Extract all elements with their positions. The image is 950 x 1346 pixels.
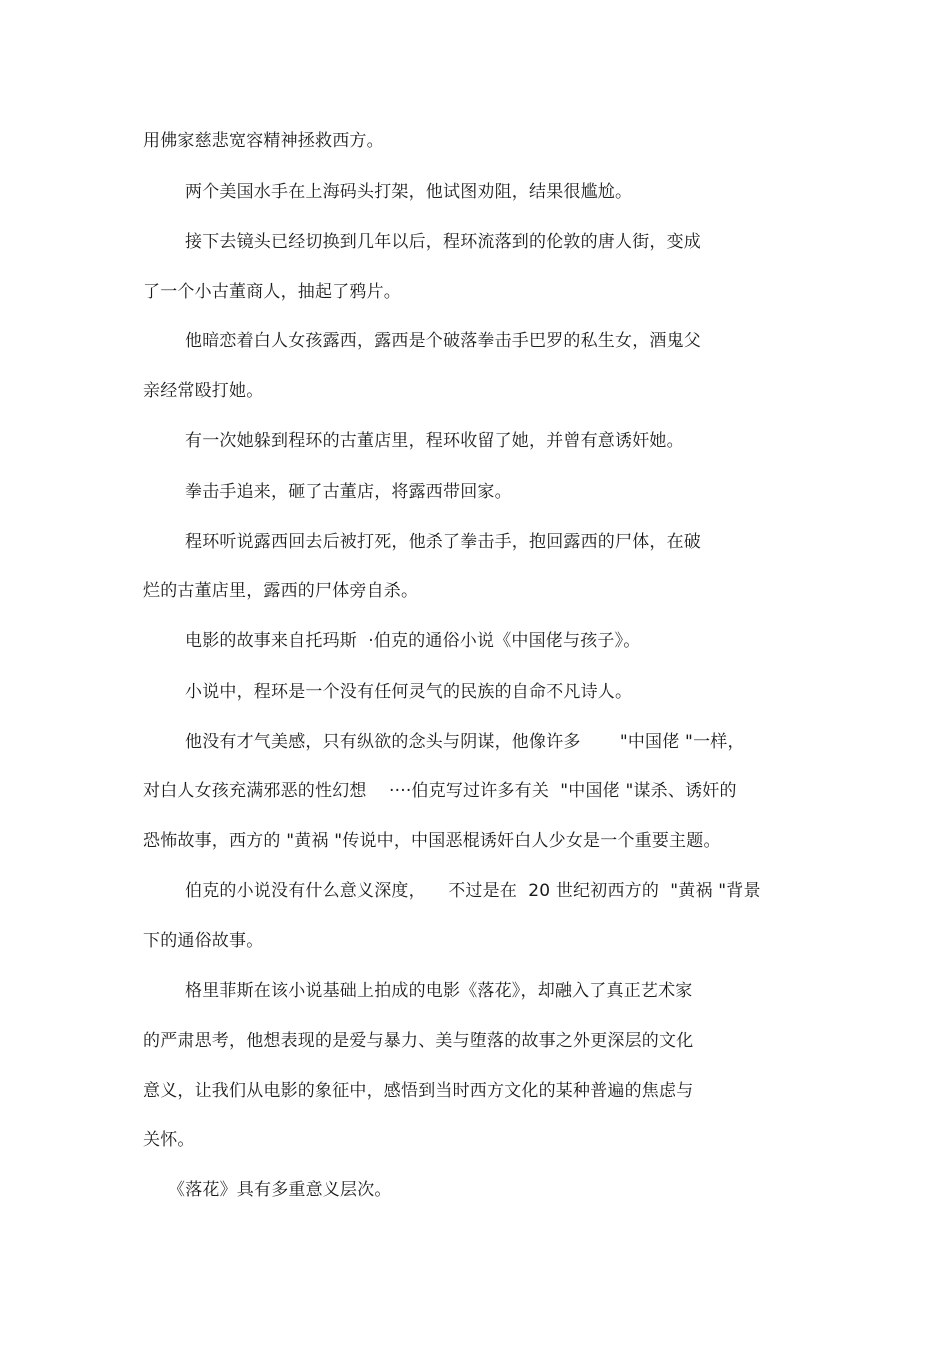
text-line: 电影的故事来自托玛斯 ·伯克的通俗小说《中国佬与孩子》。 xyxy=(185,631,641,651)
text-line: 《落花》具有多重意义层次。 xyxy=(168,1180,392,1200)
text-line: 烂的古董店里，露西的尸体旁自杀。 xyxy=(143,581,419,601)
text-line: 恐怖故事，西方的 "黄祸 "传说中，中国恶棍诱奸白人少女是一个重要主题。 xyxy=(143,831,721,851)
text-line: 了一个小古董商人，抽起了鸦片。 xyxy=(143,282,401,302)
text-line: 对白人女孩充满邪恶的性幻想 ····伯克写过许多有关 "中国佬 "谋杀、诱奸的 xyxy=(143,781,737,801)
text-line: 亲经常殴打她。 xyxy=(143,381,264,401)
text-line: 意义，让我们从电影的象征中，感悟到当时西方文化的某种普遍的焦虑与 xyxy=(143,1081,694,1101)
text-line: 的严肃思考，他想表现的是爱与暴力、美与堕落的故事之外更深层的文化 xyxy=(143,1031,694,1051)
text-line: 小说中，程环是一个没有任何灵气的民族的自命不凡诗人。 xyxy=(185,682,633,702)
text-line: 程环听说露西回去后被打死，他杀了拳击手，抱回露西的尸体，在破 xyxy=(185,532,701,552)
text-line: 拳击手追来，砸了古董店，将露西带回家。 xyxy=(185,482,512,502)
text-line: 有一次她躲到程环的古董店里，程环收留了她，并曾有意诱奸她。 xyxy=(185,431,684,451)
text-line: 用佛家慈悲宽容精神拯救西方。 xyxy=(143,131,384,151)
text-line: 他暗恋着白人女孩露西，露西是个破落拳击手巴罗的私生女，酒鬼父 xyxy=(185,331,701,351)
text-line: 格里菲斯在该小说基础上拍成的电影《落花》，却融入了真正艺术家 xyxy=(185,981,693,1001)
text-line: 接下去镜头已经切换到几年以后，程环流落到的伦敦的唐人街，变成 xyxy=(185,232,701,252)
text-line: 他没有才气美感，只有纵欲的念头与阴谋，他像许多 "中国佬 "一样， xyxy=(185,732,745,752)
text-line: 下的通俗故事。 xyxy=(143,931,264,951)
text-line: 伯克的小说没有什么意义深度， 不过是在 20 世纪初西方的 "黄祸 "背景 xyxy=(185,881,761,901)
text-line: 两个美国水手在上海码头打架，他试图劝阻，结果很尴尬。 xyxy=(185,182,633,202)
text-line: 关怀。 xyxy=(143,1130,195,1150)
